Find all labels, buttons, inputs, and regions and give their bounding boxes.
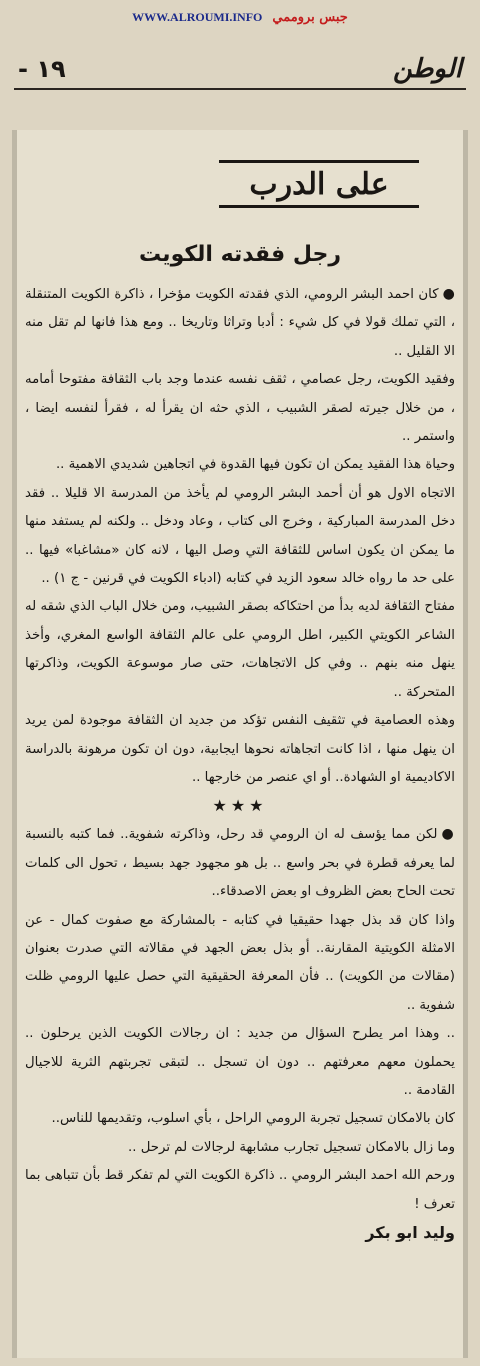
- watermark-name: جبس بروممي: [272, 9, 348, 25]
- paragraph: وفقيد الكويت، رجل عصامي ، ثقف نفسه عندما وجد باب الثقافة مفتوحا أمامه ، من خلال جيرته لصقر الشبيب ، الذي حثه ان يقرأ له ، فقرأ لنفسه ايضا ، واستمر ..: [25, 372, 455, 445]
- paragraph: مفتاح الثقافة لديه بدأ من احتكاكه بصقر الشبيب، ومن خلال الباب الذي شقه له الشاعر الكويتي الكبير، اطل الرومي على عالم الثقافة الواسع المغري، وأخذ ينهل منه بنهم .. وفي كل الاتجاهات، حتى صار موسوعة الكويت، وذاكرتها المتحركة ..: [25, 599, 455, 700]
- paragraph: وما زال بالامكان تسجيل تجارب مشابهة لرجالات لم ترحل ..: [128, 1139, 455, 1155]
- paragraph: .. وهذا امر يطرح السؤال من جديد : ان رجالات الكويت الذين يرحلون .. يحملون معهم معرفتهم .. دون ان تسجل .. لتبقى تجربتهم الثرية للاجيال القادمة ..: [25, 1026, 455, 1098]
- article-body: [25, 280, 455, 1247]
- bullet-icon: ●: [441, 826, 456, 843]
- paragraph: ●كان احمد البشر الرومي، الذي فقدته الكويت مؤخرا ، ذاكرة الكويت المتنقلة ، التي تملك قولا في كل شيء : أدبا وتراثا وتاريخا .. ومع هذا فانها لم تقل منه الا القليل ..: [25, 286, 455, 359]
- watermark-url[interactable]: WWW.ALROUMI.INFO: [132, 9, 263, 24]
- column-title: على الدرب: [219, 160, 419, 208]
- paragraph: وحياة هذا الفقيد يمكن ان تكون فيها القدوة في اتجاهين شديدي الاهمية ..: [55, 457, 455, 473]
- paragraph: ●لكن مما يؤسف له ان الرومي قد رحل، وذاكرته شفوية.. فما كتبه بالنسبة لما يعرفه قطرة في بحر واسع .. بل هو مجهود جهد بسيط ، تحول الى كلمات تحت الحاح بعض الظروف او بعض الاصدقاء..: [25, 826, 456, 900]
- masthead: [18, 52, 462, 86]
- masthead-rule: [14, 88, 466, 90]
- bullet-icon: ●: [442, 286, 455, 302]
- watermark: [0, 6, 480, 28]
- article-column: [12, 130, 468, 1358]
- paragraph: واذا كان قد بذل جهدا حقيقيا في كتابه - بالمشاركة مع صفوت كمال - عن الامثلة الكويتية المقارنة.. أو بذل بعض الجهد في مقالاته التي صدرت بعنوان (مقالات من الكويت) .. فأن المعرفة الحقيقية التي حصل عليها الرومي ظلت شفوية ..: [25, 912, 455, 1013]
- section-separator: ★★★: [212, 796, 268, 816]
- paragraph: وهذه العصامية في تثقيف النفس تؤكد من جديد ان الثقافة موجودة لمن يريد ان ينهل منها ، اذا كانت اتجاهاته نحوها ايجابية، دون ان تكون مرهونة بالدراسة الاكاديمية او الشهادة.. أو اي عنصر من خارجها ..: [25, 713, 455, 785]
- author-signature: وليد ابو بكر: [365, 1223, 455, 1242]
- page-number: ١٩ -: [18, 55, 66, 83]
- paragraph: كان بالامكان تسجيل تجربة الرومي الراحل ، بأي اسلوب، وتقديمها للناس..: [51, 1111, 455, 1127]
- article-headline: رجل فقدته الكويت: [139, 242, 341, 267]
- paragraph: ورحم الله احمد البشر الرومي .. ذاكرة الكويت التي لم تفكر قط بأن تتباهى بما تعرف !: [25, 1168, 455, 1212]
- paragraph: الاتجاه الاول هو أن أحمد البشر الرومي لم يأخذ من المدرسة الا قليلا .. فقد دخل المدرسة المباركية ، وخرج الى كتاب ، وعاد ودخل .. ولكنه لم يستفد منها ما يمكن ان يكون اساس للثقافة التي وصل اليها ، لانه كان «مشاغبا» فيها .. على حد ما رواه خالد سعود الزيد في كتابه (ادباء الكويت في قرنين - ج ١) ..: [25, 485, 455, 587]
- newspaper-logo: الوطن: [392, 54, 462, 84]
